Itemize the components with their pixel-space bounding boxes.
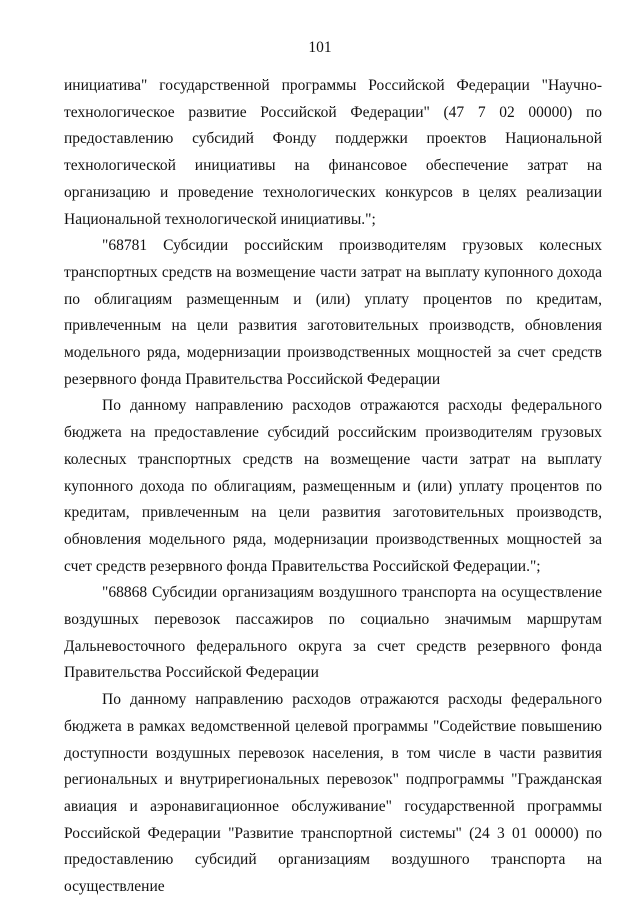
document-body <box>64 73 602 901</box>
paragraph-68781-description: По данному направлению расходов отражаются расходы федерального бюджета на предоставление субсидий российским производителям грузовых колесных транспортных средств на возмещение части затрат на выплату купонного дохода по облигациям, размещенным и (или) уплату процентов по кредитам, привлеченным на цели развития заготовительных производств, обновления модельного ряда, модернизации производственных мощностей за счет средств резервного фонда Правительства Российской Федерации."; <box>64 397 602 575</box>
paragraph-68868-heading: "68868 Субсидии организациям воздушного транспорта на осуществление воздушных перевозок пассажиров по социально значимым маршрутам Дальневосточного федерального округа за счет средств резервного фонда Правительства Российской Федерации <box>64 584 602 682</box>
paragraph-continuation: инициатива" государственной программы Российской Федерации "Научно-технологическое развитие Российской Федерации" (47 7 02 00000) по предоставлению субсидий Фонду поддержки проектов Национальной технологической инициативы на финансовое обеспечение затрат на организацию и проведение технологических конкурсов в целях реализации Национальной технологической инициативы."; <box>64 77 602 228</box>
paragraph-68781-heading: "68781 Субсидии российским производителям грузовых колесных транспортных средств на возмещение части затрат на выплату купонного дохода по облигациям размещенным и (или) уплату процентов по кредитам, привлеченным на цели развития заготовительных производств, обновления модельного ряда, модернизации производственных мощностей за счет средств резервного фонда Правительства Российской Федерации <box>64 237 602 388</box>
page-number: 101 <box>308 39 332 56</box>
paragraph-68868-description: По данному направлению расходов отражаются расходы федерального бюджета в рамках ведомственной целевой программы "Содействие повышению доступности воздушных перевозок населения, в том числе в части развития региональных и внутрирегиональных перевозок" подпрограммы "Гражданская авиация и аэронавигационное обслуживание" государственной программы Российской Федерации "Развитие транспортной системы" (24 3 01 00000) по предоставлению субсидий организациям воздушного транспорта на осуществление <box>64 691 602 896</box>
